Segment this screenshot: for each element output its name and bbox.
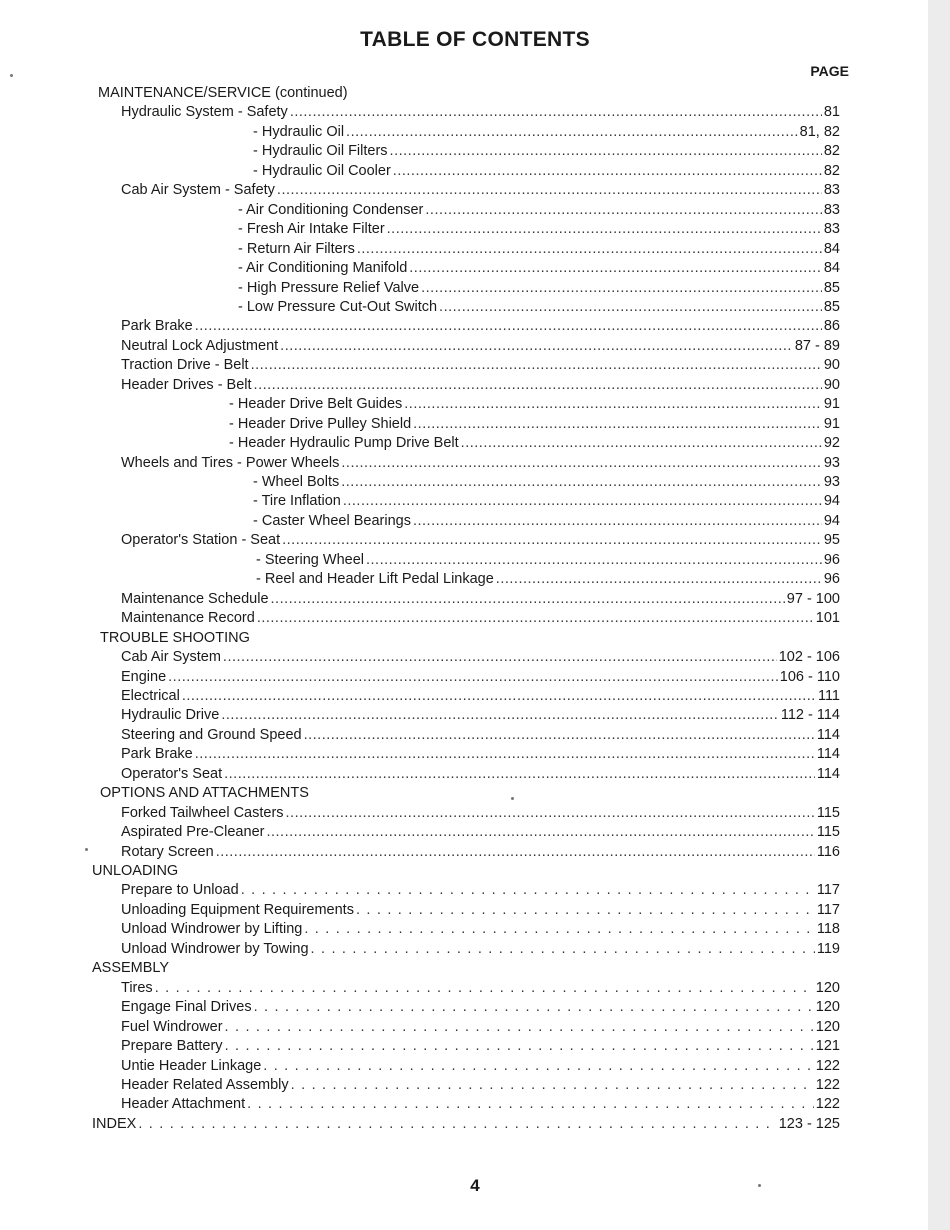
toc-entry-page: 84	[823, 260, 840, 277]
toc-entry-label: Header Related Assembly	[121, 1076, 289, 1093]
toc-entry-page: 83	[823, 201, 840, 218]
toc-entry	[121, 940, 840, 959]
toc-entry-label: Maintenance Schedule	[121, 590, 269, 607]
dot-leader	[404, 395, 822, 414]
toc-entry	[253, 512, 840, 531]
toc-entry	[238, 201, 840, 220]
toc-entry-page: 85	[823, 298, 840, 315]
toc-entry	[256, 570, 840, 589]
dot-leader	[168, 668, 778, 687]
toc-entry-label: Steering and Ground Speed	[121, 726, 302, 743]
toc-entry-label: Maintenance Record	[121, 610, 255, 627]
toc-entry	[121, 454, 840, 473]
toc-entry	[121, 804, 840, 823]
toc-entry	[121, 668, 840, 687]
toc-entry-label: Unload Windrower by Lifting	[121, 921, 303, 938]
scan-speck	[511, 797, 514, 800]
toc-entry-label: - Reel and Header Lift Pedal Linkage	[256, 571, 494, 588]
dot-leader	[291, 1076, 814, 1095]
toc-entry-page: 82	[823, 143, 840, 160]
dot-leader	[182, 687, 816, 706]
dot-leader	[341, 473, 822, 492]
dot-leader	[290, 103, 822, 122]
toc-entry-label: Traction Drive - Belt	[121, 357, 249, 374]
toc-entry-page: 115	[816, 804, 840, 821]
toc-entry	[121, 823, 840, 842]
toc-entry	[121, 706, 840, 725]
toc-entry-page: 120	[815, 1018, 840, 1035]
toc-entry-page: 90	[823, 357, 840, 374]
toc-entry-label: Header Attachment	[121, 1096, 246, 1113]
toc-entry-page: 91	[823, 396, 840, 413]
toc-entry	[238, 220, 840, 239]
toc-entry-label: - Hydraulic Oil Cooler	[253, 162, 391, 179]
toc-entry-page: 120	[815, 999, 840, 1016]
toc-entry-page: 114	[816, 726, 840, 743]
toc-entry-page: 82	[823, 162, 840, 179]
dot-leader	[254, 376, 822, 395]
toc-entry-label: INDEX	[92, 1115, 137, 1132]
toc-entry-label: - Low Pressure Cut-Out Switch	[238, 298, 438, 315]
toc-section-heading	[92, 862, 840, 881]
toc-entry-page: 122	[815, 1096, 840, 1113]
toc-entry-label: OPTIONS AND ATTACHMENTS	[100, 785, 309, 802]
toc-section-heading	[100, 784, 840, 803]
toc-entry-page: 93	[823, 474, 840, 490]
dot-leader	[257, 609, 814, 628]
toc-entry-page: 94	[823, 512, 840, 529]
dot-leader	[304, 726, 815, 745]
toc-entry-page: 119	[816, 940, 840, 957]
dot-leader	[195, 317, 822, 336]
toc-entry	[121, 531, 840, 550]
toc-entry-label: - Steering Wheel	[256, 551, 364, 568]
toc-entry	[121, 1057, 840, 1076]
toc-entry-label: - Tire Inflation	[253, 493, 341, 510]
page-column-header: PAGE	[810, 63, 849, 79]
toc-entry	[253, 142, 840, 161]
toc-entry	[121, 1095, 840, 1114]
toc-entry	[121, 590, 840, 609]
toc-entry-label: - Air Conditioning Manifold	[238, 260, 408, 277]
toc-entry-page: 101	[815, 610, 840, 627]
dot-leader	[421, 279, 822, 298]
dot-leader	[413, 415, 822, 434]
toc-entry	[121, 648, 840, 667]
toc-entry-page: 90	[823, 376, 840, 393]
dot-leader	[225, 1018, 814, 1037]
dot-leader	[341, 454, 821, 473]
dot-leader	[195, 745, 815, 764]
toc-entry-label: - Header Hydraulic Pump Drive Belt	[229, 435, 459, 452]
dot-leader	[425, 201, 821, 220]
toc-entry-label: Engine	[121, 668, 167, 685]
dot-leader	[254, 998, 814, 1017]
toc-entry-page: 87 - 89	[794, 337, 840, 354]
toc-entry-label: Engage Final Drives	[121, 999, 252, 1016]
toc-entry-label: Wheels and Tires - Power Wheels	[121, 454, 340, 471]
toc-entry-label: - Hydraulic Oil	[253, 123, 345, 140]
toc-entry-page: 91	[823, 415, 840, 432]
toc-entry-page: 114	[816, 746, 840, 763]
toc-section-heading	[98, 84, 840, 103]
dot-leader	[357, 240, 822, 259]
toc-entry-label: Park Brake	[121, 746, 193, 763]
dot-leader	[366, 551, 822, 570]
toc-entry	[121, 1076, 840, 1095]
scan-speck	[10, 74, 13, 77]
toc-entry	[253, 473, 840, 492]
dot-leader	[496, 570, 822, 589]
toc-entry-page: 84	[823, 240, 840, 257]
toc-entry-label: Prepare to Unload	[121, 882, 239, 899]
toc-entry-page: 95	[823, 532, 840, 549]
toc-entry	[121, 920, 840, 939]
dot-leader	[311, 940, 815, 959]
dot-leader	[263, 1057, 814, 1076]
dot-leader	[286, 804, 815, 823]
toc-entry	[121, 337, 840, 356]
scan-speck	[758, 1184, 761, 1187]
toc-entry-page: 97 - 100	[786, 590, 840, 607]
toc-entry-page: 83	[823, 221, 840, 238]
dot-leader	[393, 162, 822, 181]
toc-entry-label: - Fresh Air Intake Filter	[238, 221, 385, 238]
toc-entry-page: 96	[823, 551, 840, 568]
toc-entry-page: 81	[823, 104, 840, 121]
dot-leader	[277, 181, 822, 200]
toc-entry-label: ASSEMBLY	[92, 960, 170, 977]
toc-entry	[121, 103, 840, 122]
toc-entry	[121, 998, 840, 1017]
toc-entry-page: 111	[817, 687, 840, 704]
dot-leader	[346, 123, 798, 142]
toc-entry-label: - Wheel Bolts	[253, 474, 340, 490]
toc-entry-label: Forked Tailwheel Casters	[121, 804, 284, 821]
toc-entry	[92, 1115, 840, 1134]
toc-entry-label: - Air Conditioning Condenser	[238, 201, 424, 218]
toc-entry	[238, 259, 840, 278]
dot-leader	[216, 843, 815, 862]
toc-entry	[256, 551, 840, 570]
toc-entry	[121, 881, 840, 900]
toc-entry-page: 83	[823, 182, 840, 199]
toc-entry	[121, 843, 840, 862]
toc-entry-page: 116	[816, 843, 840, 860]
toc-entry-label: UNLOADING	[92, 863, 179, 879]
toc-entry	[121, 687, 840, 706]
toc-entry-page: 118	[816, 921, 840, 938]
toc-entry	[121, 609, 840, 628]
toc-entry	[253, 123, 840, 142]
toc-entry-label: Header Drives - Belt	[121, 376, 252, 393]
toc-entry-page: 93	[823, 454, 840, 471]
toc-entry-page: 94	[823, 493, 840, 510]
dot-leader	[280, 337, 793, 356]
dot-leader	[266, 823, 814, 842]
toc-entry	[121, 181, 840, 200]
toc-entry-page: 81, 82	[799, 123, 840, 140]
dot-leader	[138, 1115, 776, 1134]
toc-entry-page: 122	[815, 1057, 840, 1074]
footer-page-number: 4	[470, 1176, 480, 1195]
dot-leader	[247, 1095, 814, 1114]
toc-entry-label: Operator's Station - Seat	[121, 532, 281, 549]
page-title: TABLE OF CONTENTS	[360, 28, 590, 51]
toc-entry	[121, 901, 840, 920]
toc-entry	[238, 298, 840, 317]
toc-entry	[229, 434, 840, 453]
dot-leader	[251, 356, 822, 375]
toc-entry-label: - Hydraulic Oil Filters	[253, 143, 388, 160]
toc-entry-page: 117	[816, 882, 840, 899]
toc-entry-label: Untie Header Linkage	[121, 1057, 262, 1074]
toc-entry-label: Hydraulic System - Safety	[121, 104, 288, 121]
toc-entry-page: 123 - 125	[778, 1115, 840, 1132]
toc-entry-label: Unload Windrower by Towing	[121, 940, 309, 957]
toc-entry-label: Cab Air System	[121, 649, 221, 666]
toc-entry-page: 121	[815, 1038, 840, 1055]
dot-leader	[439, 298, 822, 317]
toc-entry	[253, 492, 840, 511]
dot-leader	[413, 512, 822, 531]
toc-entry	[121, 356, 840, 375]
toc-entry-page: 117	[816, 901, 840, 918]
toc-entry	[121, 1037, 840, 1056]
dot-leader	[409, 259, 822, 278]
toc-entry-page: 120	[815, 979, 840, 996]
toc-entry	[121, 979, 840, 998]
dot-leader	[221, 706, 779, 725]
scan-edge-strip	[928, 0, 950, 1230]
dot-leader	[343, 492, 822, 511]
toc-entry-page: 86	[823, 318, 840, 335]
toc-entry-label: - Header Drive Pulley Shield	[229, 415, 412, 432]
toc-entry-label: Unloading Equipment Requirements	[121, 901, 354, 918]
toc-entry-label: Prepare Battery	[121, 1038, 223, 1055]
dot-leader	[461, 434, 822, 453]
toc-entry-label: Rotary Screen	[121, 843, 214, 860]
toc-section-heading	[100, 629, 840, 648]
toc-entry	[121, 745, 840, 764]
dot-leader	[225, 1037, 814, 1056]
dot-leader	[271, 590, 785, 609]
dot-leader	[282, 531, 822, 550]
toc-entry-page: 102 - 106	[778, 649, 840, 666]
dot-leader	[155, 979, 814, 998]
dot-leader	[223, 648, 777, 667]
toc-entry	[121, 726, 840, 745]
toc-entry-label: Operator's Seat	[121, 765, 223, 782]
toc-entry	[121, 376, 840, 395]
toc-entry-page: 85	[823, 279, 840, 296]
toc-entry	[121, 317, 840, 336]
toc-entry-page: 114	[816, 765, 840, 782]
toc-entry	[229, 395, 840, 414]
toc-entry-label: Park Brake	[121, 318, 193, 335]
toc-entry-page: 112 - 114	[780, 707, 840, 724]
toc-entry-label: Aspirated Pre-Cleaner	[121, 824, 265, 841]
scan-speck	[85, 848, 88, 851]
toc-entry	[238, 279, 840, 298]
toc-entry-label: Tires	[121, 979, 153, 996]
toc-entry-label: - Header Drive Belt Guides	[229, 396, 403, 413]
toc-entry-page: 92	[823, 435, 840, 452]
toc-entry-label: - Caster Wheel Bearings	[253, 512, 411, 529]
toc-entry	[253, 162, 840, 181]
dot-leader	[390, 142, 822, 161]
toc-entry-label: Fuel Windrower	[121, 1018, 223, 1035]
toc-entry-label: TROUBLE SHOOTING	[100, 629, 250, 646]
dot-leader	[224, 765, 815, 784]
dot-leader	[241, 881, 815, 900]
toc-entry-label: Electrical	[121, 687, 180, 704]
toc-entry-page: 106 - 110	[779, 668, 840, 685]
toc-entry	[121, 765, 840, 784]
dot-leader	[356, 901, 815, 920]
toc-entry	[121, 1018, 840, 1037]
toc-entry-label: Neutral Lock Adjustment	[121, 337, 279, 354]
toc-entry-page: 96	[823, 571, 840, 588]
toc-entry-label: - High Pressure Relief Valve	[238, 279, 420, 296]
toc-entry	[229, 415, 840, 434]
toc-entry-label: - Return Air Filters	[238, 240, 355, 257]
dot-leader	[304, 920, 815, 939]
toc-section-heading	[92, 959, 840, 978]
toc-entry-label: MAINTENANCE/SERVICE (continued)	[98, 85, 348, 101]
toc-entry-label: Hydraulic Drive	[121, 707, 220, 724]
dot-leader	[387, 220, 822, 239]
toc-entry-page: 115	[816, 824, 840, 841]
toc-entry	[238, 240, 840, 259]
toc-entry-label: Cab Air System - Safety	[121, 182, 275, 199]
toc-entry-page: 122	[815, 1076, 840, 1093]
